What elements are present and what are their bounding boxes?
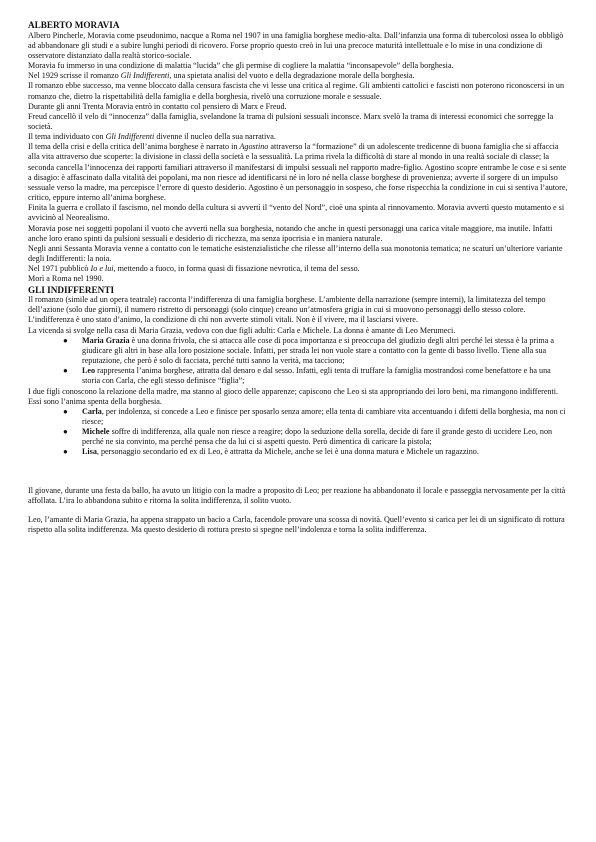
intro-paragraph: Il romanzo (simile ad un opera teatrale) racconta l’indifferenza di una famiglia borghese. L’ambiente della narrazione (sempre interni), la limitatezza del tempo dell’azione (solo due giorni), il numero ristretto di personaggi (solo cinque) creano un’atmosfera grigia in cui si muovono personaggi dello stesso colore. [28, 295, 546, 315]
character-name: Maria Grazia [82, 335, 130, 345]
character-name: Michele [82, 427, 110, 437]
biography-paragraph [28, 264, 568, 274]
text-run: Moravia fu immerso in una condizione di malattia “lucida” che gli permise di cogliere la malattia “inconsapevole” della borghesia. [28, 61, 454, 71]
text-run: , mettendo a fuoco, in forma quasi di fissazione nevrotica, il tema del sesso. [113, 264, 360, 274]
closing-paragraph: Leo, l’amante di Maria Grazia, ha appena strappato un bacio a Carla, facendole provare una scossa di novità. Quell’evento si carica per lei di un significato di rottura rispetto alla solita indifferenza. Ma questo desiderio di rottura presto si spegne nell’indolenza e torna la solita indifferenza. [28, 514, 565, 535]
character-name: Leo [82, 366, 96, 376]
section-title-moravia: ALBERTO MORAVIA [28, 20, 120, 30]
biography-paragraph [28, 203, 568, 223]
character-description: , personaggio secondario ed ex di Leo, è attratta da Michele, anche se lei è una donna matura e Michele un ragazzino. [96, 447, 479, 457]
book-title: Gli Indifferenti [105, 132, 155, 142]
character-description: rappresenta l’anima borghese, attratta dal denaro e dal sesso. Infatti, egli tenta di truffare la famiglia mostrandosi come benefattore e ha una storia con Carla, che egli stesso definisce “figlia”; [82, 366, 551, 386]
character-description: , per indolenza, si concede a Leo e finisce per sposarlo senza amore; ella tenta di cambiare vita accentuando i difetti della borghesia, ma non ci riesce; [82, 406, 566, 426]
character-description: soffre di indifferenza, alla quale non riesce a reagire; dopo la seduzione della sorella, decide di fare il grande gesto di uccidere Leo, non perché ne sia convinto, ma perché pensa che da lui ci si aspetti questo. Però dimentica di caricare la pistola; [82, 427, 553, 447]
bullet-icon: ● [63, 335, 68, 345]
bullet-icon: ● [63, 427, 68, 437]
section-title-indifferenti: GLI INDIFFERENTI [28, 284, 115, 295]
biography-paragraph [28, 132, 568, 142]
biography-paragraph [28, 71, 568, 81]
text-run: Nel 1971 pubblicò [28, 264, 91, 274]
biography-paragraph [28, 244, 568, 264]
character-name: Lisa [82, 447, 97, 457]
biography-paragraph [28, 274, 568, 284]
intro-paragraph: La vicenda si svolge nella casa di Maria Grazia, vedova con due figli adulti: Carla e Michele. La donna è amante di Leo Merumeci. [28, 325, 456, 335]
spacer [28, 506, 568, 515]
middle-paragraph: I due figli conoscono la relazione della madre, ma stanno al gioco delle apparenze; capiscono che Leo si sta appropriando dei loro beni, ma rimangono indifferenti. Essi sono l’anima spenta della borghesia. [28, 386, 559, 406]
book-title: Gli Indifferenti [120, 71, 170, 81]
text-run: Il tema della crisi e della critica dell’anima borghese è narrato in [28, 142, 240, 152]
closing-paragraph: Il giovane, durante una festa da ballo, ha avuto un litigio con la madre a proposito di Leo; per reazione ha abbandonato il locale e passeggia nervosamente per la città affollata. L’ira lo abbandona subito e ritorna la solita indifferenza, il solito vuoto. [28, 485, 566, 505]
text-run: Nel 1929 scrisse il romanzo [28, 71, 121, 81]
text-run: Albero Pincherle, Moravia come pseudonimo, nacque a Roma nel 1907 in una famiglia borghese medio-alta. Dall’infanzia una forma di tubercolosi ossea lo obbligò ad abbandonare gli studi e a subire lunghi periodi di ricovero. Forse proprio questo creò in lui una precoce maturità intellettuale e lo mise in una condizione di osservatore distanziato dalla realtà storico-sociale. [28, 30, 564, 60]
text-run: , una spietata analisi del vuoto e della degradazione morale della borghesia. [169, 71, 415, 81]
text-run: Durante gli anni Trenta Moravia entrò in contatto col pensiero di Marx e Freud. [28, 101, 287, 111]
spacer [28, 458, 568, 486]
biography-paragraph [28, 31, 568, 61]
text-run: Il romanzo ebbe successo, ma venne bloccato dalla censura fascista che vi lesse una critica al regime. Gli ambienti cattolici e fascisti non poterono riconoscersi in un romanzo che, dietro la rispettabilità della famiglia e della borghesia, rivelò una corruzione morale e sessuale. [28, 81, 565, 101]
text-run: attraverso la “formazione” di un adolescente tredicenne di buona famiglia che si affaccia alla vita attraverso due scoperte: la divisione in classi della società e la sessualità. La prima rivela la difficoltà di stare al mondo in una realtà sociale di classe; la seconda cancella l’innocenza dei rapporti familiari attraverso il manifestarsi di impulsi sessuali nel rapporto madre-figlio. Agostino scopre entrambe le cose e si sente a disagio: è affascinato dalla vitalità dei popolani, ma non riesce ad identificarsi né in loro né nella classe borghese di provenienza; avverte il sorgere di un impulso sessuale verso la madre, ma percepisce l’errore di questo desiderio. Agostino è un personaggio in sospeso, che forse rispecchia la condizione in cui si sentiva l’autore, critico, eppure interno all’anima borghese. [28, 142, 568, 203]
text-run: Freud cancellò il velo di “innocenza” dalla famiglia, svelandone la trama di pulsioni sessuali inconsce. Marx svelò la trama di interessi economici che sorregge la società. [28, 111, 554, 131]
biography-paragraph [28, 112, 568, 132]
character-name: Carla [82, 406, 102, 416]
book-title: Agostino [239, 142, 269, 152]
biography-paragraph [28, 81, 568, 101]
bullet-icon: ● [63, 406, 68, 416]
text-run: divenne il nucleo della sua narrativa. [154, 132, 276, 142]
biography-paragraph [28, 61, 568, 71]
bullet-icon: ● [63, 447, 68, 457]
character-item [28, 366, 568, 386]
book-title: Io e lui [90, 264, 114, 274]
text-run: Finita la guerra e crollato il fascismo, nel mondo della cultura si avvertì il “vento del Nord”, cioè una spinta al rinnovamento. Moravia avvertì questo mutamento e si avvicinò al Neorealismo. [28, 203, 565, 223]
biography-paragraph [28, 102, 568, 112]
moravia-biography [28, 31, 568, 285]
character-item [28, 447, 568, 457]
character-list-adults [28, 336, 568, 387]
bullet-icon: ● [63, 366, 68, 376]
text-run: Moravia pose nei soggetti popolani il vuoto che avvertì nella sua borghesia, notando che anche in questi personaggi una carica vitale maggiore, ma inutile. Infatti anche loro erano spinti da pulsioni sessuali e desiderio di ricchezza, ma senza ipocrisia e in maniera naturale. [28, 223, 553, 243]
character-item [28, 427, 568, 447]
character-item [28, 407, 568, 427]
intro-paragraph: L’indifferenza è uno stato d’animo, la condizione di chi non avverte stimoli vitali. Non è il vivere, ma il lasciarsi vivere. [28, 315, 418, 325]
character-list-children [28, 407, 568, 458]
text-run: Negli anni Sessanta Moravia venne a contatto con le tematiche esistenzialistiche che rilesse all’interno della sua monotonia tematica; ne scaturì un’ulteriore variante degli Indifferenti: la noia. [28, 243, 563, 264]
character-description: è una donna frivola, che si attacca alle cose di poca importanza e si preoccupa del giudizio degli altri perché lei stessa è la prima a giudicare gli altri in base alla loro posizione sociale. Infatti, per strada lei non vuole stare a contatto con la gente di basso livello. Tiene alla sua reputazione, che però è solo di facciata, perché tutti sanno la verità, ma tacciono; [82, 335, 554, 366]
biography-paragraph [28, 224, 568, 244]
character-item [28, 336, 568, 366]
biography-paragraph [28, 142, 568, 203]
text-run: Il tema individuato con [28, 132, 106, 142]
text-run: Morì a Roma nel 1990. [28, 274, 104, 284]
